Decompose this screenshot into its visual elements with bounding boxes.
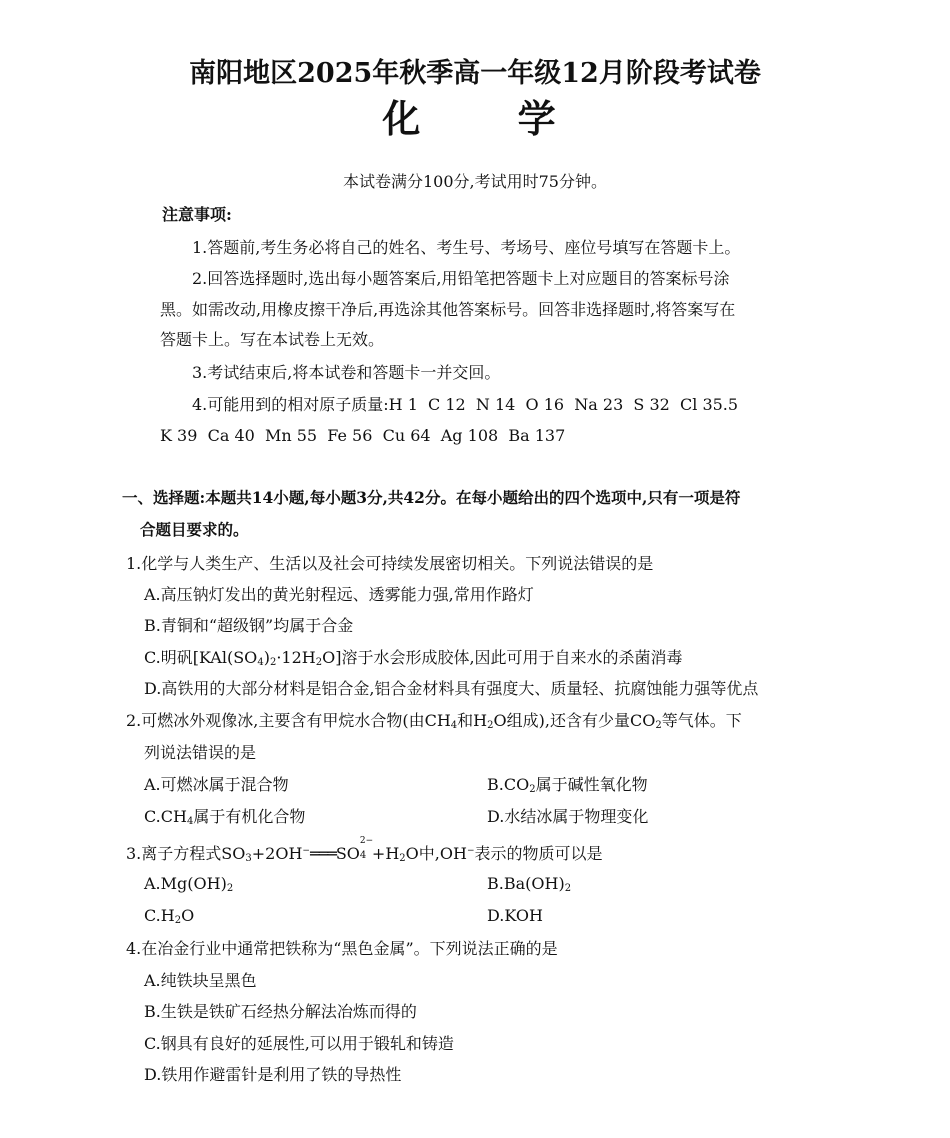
- subject-title: 化 学: [382, 96, 568, 141]
- q4-option-d: D.铁用作避雷针是利用了铁的导热性: [144, 1065, 402, 1084]
- q4-option-a: A.纯铁块呈黑色: [144, 971, 257, 990]
- q3-option-b: $B.Ba(OH)_2$: [487, 874, 572, 894]
- q3-options-row-2: [0, 908, 950, 928]
- notice-item-2-line-2: 黑。如需改动,用橡皮擦干净后,再选涂其他答案标号。回答非选择题时,将答案写在: [160, 300, 736, 319]
- q2-stem-line-1: 2.可燃冰外观像冰,主要含有甲烷水合物(由$CH_4$和$H_2O$组成),还含有少量$CO_2$等气体。下: [126, 711, 742, 731]
- notice-heading: 注意事项:: [162, 205, 232, 224]
- q2-options-row-2: [0, 809, 950, 829]
- q3-option-d: D.KOH: [487, 906, 543, 925]
- notice-item-2-line-3: 答题卡上。写在本试卷上无效。: [160, 330, 385, 349]
- q2-option-b: $B.CO_2$属于碱性氧化物: [487, 775, 648, 795]
- exam-intro: 本试卷满分100分,考试用时75分钟。: [343, 172, 607, 191]
- q2-stem-line-2: 列说法错误的是: [144, 743, 257, 762]
- notice-item-4-line-1: 4.可能用到的相对原子质量:H 1 C 12 N 14 O 16 Na 23 S 32 Cl 35.5: [192, 395, 739, 414]
- q1-option-c: C.明矾$[KAl(SO_4)_2\cdot 12H_2O]$溶于水会形成胶体,因此可用于自来水的杀菌消毒: [144, 648, 683, 668]
- q1-option-a: A.高压钠灯发出的黄光射程远、透雾能力强,常用作路灯: [144, 585, 534, 604]
- q1-option-b: B.青铜和“超级钢”均属于合金: [144, 616, 354, 635]
- q4-option-b: B.生铁是铁矿石经热分解法冶炼而得的: [144, 1002, 417, 1021]
- q1-option-d: D.高铁用的大部分材料是铝合金,铝合金材料具有强度大、质量轻、抗腐蚀能力强等优点: [144, 679, 759, 698]
- q2-option-a: A.可燃冰属于混合物: [144, 775, 289, 794]
- notice-item-2-line-1: 2.回答选择题时,选出每小题答案后,用铅笔把答题卡上对应题目的答案标号涂: [192, 269, 730, 288]
- q4-stem: 4.在冶金行业中通常把铁称为“黑色金属”。下列说法正确的是: [126, 939, 558, 958]
- q2-option-d: D.水结冰属于物理变化: [487, 807, 649, 826]
- notice-item-3: 3.考试结束后,将本试卷和答题卡一并交回。: [192, 363, 501, 382]
- q2-options-row-1: [0, 777, 950, 797]
- section-1-heading-line-1: 一、选择题:本题共14小题,每小题3分,共42分。在每小题给出的四个选项中,只有一项是符: [122, 488, 741, 507]
- q3-option-a: $A.Mg(OH)_2$: [144, 874, 234, 894]
- q1-stem: 1.化学与人类生产、生活以及社会可持续发展密切相关。下列说法错误的是: [126, 554, 654, 573]
- notice-item-4-line-2: K 39 Ca 40 Mn 55 Fe 56 Cu 64 Ag 108 Ba 137: [160, 426, 566, 445]
- notice-item-1: 1.答题前,考生务必将自己的姓名、考生号、考场号、座位号填写在答题卡上。: [192, 238, 741, 257]
- q3-stem: 3.离子方程式$SO_3+2OH^-═══SO$ 2− 4 $+H_2O$中,OH−表示的物质可以是: [126, 836, 603, 864]
- section-1-heading-line-2: 合题目要求的。: [140, 520, 249, 539]
- exam-title: 南阳地区2025年秋季高一年级12月阶段考试卷: [189, 58, 761, 89]
- sulfate-charge: 2− 4: [359, 836, 374, 861]
- equals-sign: ═══: [309, 844, 336, 863]
- q2-option-c: $C.CH_4$属于有机化合物: [144, 807, 306, 827]
- q3-options-row-1: [0, 876, 950, 896]
- q4-option-c: C.钢具有良好的延展性,可以用于锻轧和铸造: [144, 1034, 454, 1053]
- q3-option-c: $C.H_2O$: [144, 906, 195, 926]
